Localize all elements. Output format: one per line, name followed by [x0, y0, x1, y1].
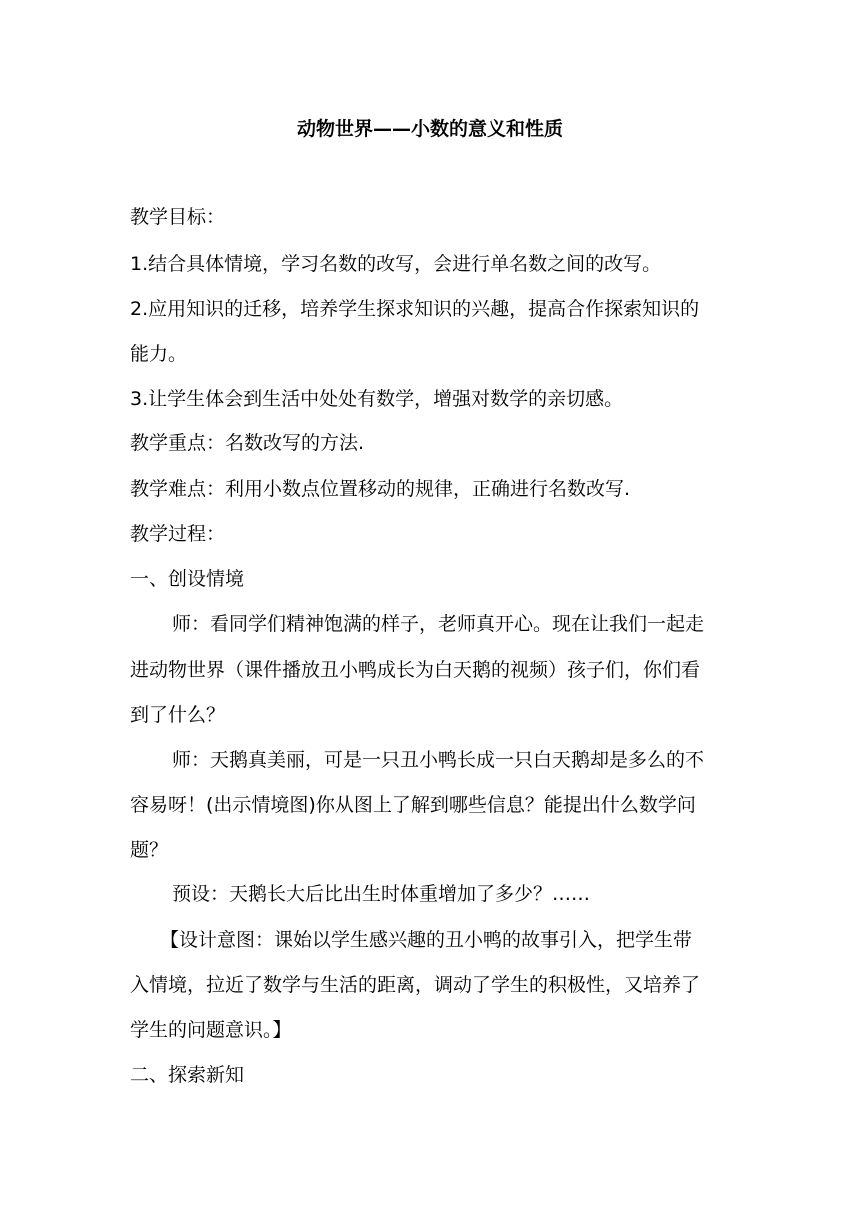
objective-2-continued: 能力。 — [130, 343, 188, 365]
difficult-point: 教学难点：利用小数点位置移动的规律，正确进行名数改写. — [130, 478, 631, 500]
paragraph-line: 预设：天鹅长大后比出生时体重增加了多少？…… — [172, 883, 591, 905]
design-intent-line: 学生的问题意识。】 — [130, 1019, 292, 1041]
objective-2: 2.应用知识的迁移，培养学生探求知识的兴趣，提高合作探索知识的 — [130, 298, 700, 320]
paragraph-line: 进动物世界（课件播放丑小鸭成长为白天鹅的视频）孩子们，你们看 — [130, 659, 701, 681]
paragraph-line: 师：看同学们精神饱满的样子，老师真开心。现在让我们一起走 — [172, 613, 705, 635]
paragraph-line: 题？ — [130, 839, 169, 861]
design-intent-line: 【设计意图：课始以学生感兴趣的丑小鸭的故事引入，把学生带 — [160, 929, 693, 951]
paragraph-line: 师：天鹅真美丽，可是一只丑小鸭长成一只白天鹅却是多么的不 — [172, 749, 705, 771]
objective-3: 3.让学生体会到生活中处处有数学，增强对数学的亲切感。 — [130, 388, 624, 410]
paragraph-line: 到了什么？ — [130, 704, 226, 726]
section-heading-part-2: 二、探索新知 — [130, 1064, 245, 1086]
section-heading-objectives: 教学目标： — [130, 206, 226, 228]
objective-1: 1.结合具体情境，学习名数的改写，会进行单名数之间的改写。 — [130, 253, 662, 275]
design-intent-line: 入情境，拉近了数学与生活的距离，调动了学生的积极性，又培养了 — [130, 974, 701, 996]
section-heading-part-1: 一、创设情境 — [130, 568, 245, 590]
section-heading-process: 教学过程： — [130, 523, 226, 545]
key-point: 教学重点：名数改写的方法. — [130, 432, 365, 454]
document-title: 动物世界——小数的意义和性质 — [296, 118, 563, 140]
paragraph-line: 容易呀！(出示情境图)你从图上了解到哪些信息？能提出什么数学问 — [130, 794, 696, 816]
